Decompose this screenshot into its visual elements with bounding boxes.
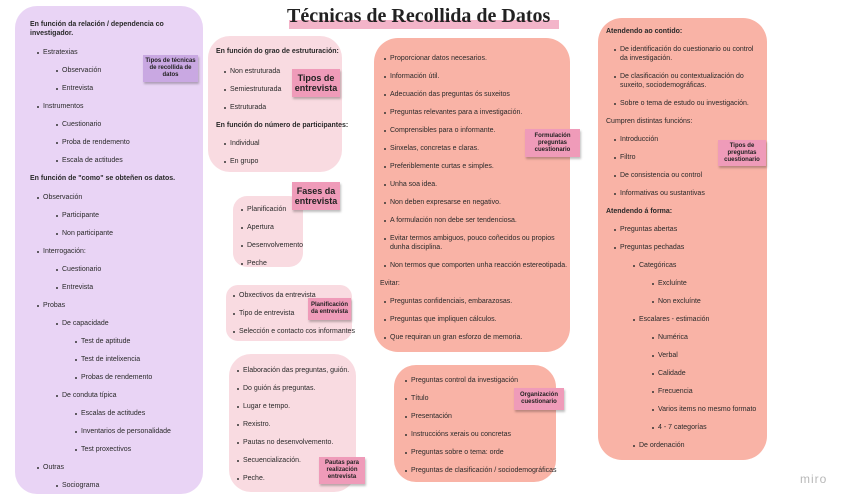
- tipos-entrevista-note[interactable]: Tipos de entrevista: [292, 69, 340, 97]
- bullet: [405, 398, 407, 400]
- bullet: [652, 283, 654, 285]
- formulacion-item: Preguntas relevantes para a investigación.: [390, 109, 523, 116]
- non-participante-item: Non participante: [62, 230, 113, 237]
- miro-watermark: miro: [800, 472, 828, 486]
- excluinte-item: Excluínte: [658, 280, 687, 287]
- bullet: [56, 269, 58, 271]
- fase-item: Apertura: [247, 224, 274, 231]
- bullet: [652, 355, 654, 357]
- bullet: [384, 238, 386, 240]
- escalares-item: Escalares - estimación: [639, 316, 710, 323]
- bullet: [652, 409, 654, 411]
- bullet: [237, 370, 239, 372]
- bullet: [384, 112, 386, 114]
- planificacion-item: Obxectivos da entrevista: [239, 292, 316, 299]
- ordenacion-item: De ordenación: [639, 442, 685, 449]
- evitar-item: Preguntas que impliquen cálculos.: [390, 316, 497, 323]
- formulacion-item: Comprensibles para o informante.: [390, 127, 496, 134]
- test-intelixencia-item: Test de intelixencia: [81, 356, 141, 363]
- bullet: [224, 71, 226, 73]
- observacion-item: Observación: [62, 67, 102, 74]
- estratexias-item: Estratexias: [43, 49, 78, 56]
- conduta-tipica-item: De conduta típica: [62, 392, 117, 399]
- escala-actitudes-item: Escala de actitudes: [62, 157, 123, 164]
- outras-item: Outras: [43, 464, 65, 471]
- bullet: [384, 130, 386, 132]
- planificacion-note[interactable]: Planificación da entrevista: [308, 298, 351, 320]
- bullet: [405, 452, 407, 454]
- bullet: [384, 184, 386, 186]
- bullet: [633, 265, 635, 267]
- tipos-entrevista-panel[interactable]: [208, 36, 342, 172]
- organizacion-item: Instruccións xerais ou concretas: [411, 431, 511, 438]
- bullet: [237, 478, 239, 480]
- bullet: [384, 220, 386, 222]
- organizacion-item: Preguntas de clasificación / sociodemográficas: [411, 467, 557, 474]
- categorias-item: 4 - 7 categorías: [658, 424, 707, 431]
- entrevista-participantes-item: En grupo: [230, 158, 259, 165]
- bullet: [224, 143, 226, 145]
- funcion-item: Filtro: [620, 154, 636, 161]
- bullet: [652, 301, 654, 303]
- contido-heading: Atendendo ao contido:: [606, 28, 683, 35]
- numerica-item: Numérica: [658, 334, 688, 341]
- bullet: [56, 142, 58, 144]
- organizacion-item: Título: [411, 395, 429, 402]
- formulacion-item: Evitar termos ambiguos, pouco coñecidos ou propios dunha disciplina.: [390, 235, 555, 251]
- participante-item: Participante: [62, 212, 99, 219]
- bullet: [614, 193, 616, 195]
- fases-entrevista-note[interactable]: Fases da entrevista: [292, 182, 340, 210]
- pauta-item: Elaboración das preguntas, guión.: [243, 367, 350, 374]
- varios-items-item: Varios items no mesmo formato: [658, 406, 757, 413]
- bullet: [56, 88, 58, 90]
- bullet: [56, 124, 58, 126]
- bullet: [237, 388, 239, 390]
- funcions-heading: Cumpren distintas funcións:: [606, 118, 693, 125]
- entrevista-estruturacion-item: Estruturada: [230, 104, 267, 111]
- como-heading: En función de "como" se obteñen os datos.: [30, 175, 176, 182]
- abertas-item: Preguntas abertas: [620, 226, 678, 233]
- interrogacion-item: Interrogación:: [43, 248, 86, 255]
- organizacion-item: Preguntas sobre o tema: orde: [411, 449, 504, 456]
- capacidade-item: De capacidade: [62, 320, 109, 327]
- bullet: [405, 470, 407, 472]
- bullet: [614, 49, 616, 51]
- bullet: [237, 406, 239, 408]
- planificacion-item: Selección e contacto cos informantes: [239, 328, 355, 335]
- bullet: [56, 233, 58, 235]
- non-excluinte-item: Non excluínte: [658, 298, 701, 305]
- bullet: [614, 139, 616, 141]
- bullet: [384, 58, 386, 60]
- funcion-item: Introducción: [620, 136, 659, 143]
- pauta-item: Secuencialización.: [243, 457, 301, 464]
- funcion-item: Informativas ou sustantivas: [620, 190, 705, 197]
- bullet: [384, 94, 386, 96]
- bullet: [652, 373, 654, 375]
- bullet: [75, 341, 77, 343]
- entrevista-estruturacion-item: Semiestruturada: [230, 86, 282, 93]
- tipos-preguntas-note[interactable]: Tipos de preguntas cuestionario: [718, 140, 766, 166]
- bullet: [224, 89, 226, 91]
- formulacion-item: Non deben expresarse en negativo.: [390, 199, 501, 206]
- evitar-item: Que requiran un gran esforzo de memoria.: [390, 334, 523, 341]
- forma-heading: Atendendo á forma:: [606, 208, 673, 215]
- escalas-actitudes-item: Escalas de actitudes: [81, 410, 146, 417]
- pauta-item: Pautas no desenvolvemento.: [243, 439, 334, 446]
- inventarios-item: Inventarios de personalidade: [81, 428, 171, 435]
- relacion-heading: En función da relación / dependencia co investigador.: [30, 21, 164, 37]
- bullet: [237, 442, 239, 444]
- bullet: [56, 485, 58, 487]
- formulacion-item: Proporcionar datos necesarios.: [390, 55, 487, 62]
- formulacion-item: Información útil.: [390, 73, 440, 80]
- formulacion-item: Sinxelas, concretas e claras.: [390, 145, 480, 152]
- formulacion-item: Adecuación das preguntas ós suxeitos: [390, 91, 510, 98]
- formulacion-item: Preferiblemente curtas e simples.: [390, 163, 494, 170]
- frecuencia-item: Frecuencia: [658, 388, 693, 395]
- bullet: [56, 395, 58, 397]
- entrevista-participantes-item: Individual: [230, 140, 260, 147]
- pauta-item: Lugar e tempo.: [243, 403, 291, 410]
- bullet: [652, 391, 654, 393]
- probas-item: Probas: [43, 302, 66, 309]
- evitar-heading: Evitar:: [380, 280, 400, 287]
- bullet: [384, 301, 386, 303]
- bullet: [56, 287, 58, 289]
- bullet: [384, 76, 386, 78]
- contido-item: Sobre o tema de estudo ou investigación.: [620, 100, 749, 107]
- bullet: [614, 76, 616, 78]
- bullet: [614, 175, 616, 177]
- bullet: [56, 215, 58, 217]
- bullet: [633, 445, 635, 447]
- formulacion-item: Unha soa idea.: [390, 181, 438, 188]
- bullet: [614, 103, 616, 105]
- sociograma-item: Sociograma: [62, 482, 100, 489]
- evitar-item: Preguntas confidenciais, embarazosas.: [390, 298, 513, 305]
- bullet: [384, 265, 386, 267]
- bullet: [237, 424, 239, 426]
- pauta-item: Do guión ás preguntas.: [243, 385, 316, 392]
- bullet: [75, 413, 77, 415]
- bullet: [224, 161, 226, 163]
- bullet: [652, 427, 654, 429]
- bullet: [56, 160, 58, 162]
- bullet: [405, 380, 407, 382]
- bullet: [241, 245, 243, 247]
- bullet: [384, 202, 386, 204]
- bullet: [652, 337, 654, 339]
- page-title: Técnicas de Recollida de Datos: [287, 5, 551, 27]
- formulacion-note[interactable]: Formulación preguntas cuestionario: [525, 129, 580, 157]
- bullet: [614, 247, 616, 249]
- organizacion-note[interactable]: Organización cuestionario: [514, 388, 564, 410]
- organizacion-item: Presentación: [411, 413, 452, 420]
- fase-item: Peche: [247, 260, 267, 267]
- estruturacion-heading: En función do grao de estruturación:: [216, 48, 339, 55]
- bullet: [384, 319, 386, 321]
- pechadas-item: Preguntas pechadas: [620, 244, 685, 251]
- bullet: [75, 431, 77, 433]
- bullet: [241, 263, 243, 265]
- bullet: [37, 251, 39, 253]
- bullet: [37, 305, 39, 307]
- fase-item: Planificación: [247, 206, 287, 213]
- bullet: [233, 313, 235, 315]
- proba-rendemento-item: Proba de rendemento: [62, 139, 130, 146]
- bullet: [37, 106, 39, 108]
- fase-item: Desenvolvemento: [247, 242, 304, 249]
- bullet: [237, 460, 239, 462]
- bullet: [241, 227, 243, 229]
- entrevista-estruturacion-item: Non estruturada: [230, 68, 281, 75]
- test-proxectivos-item: Test proxectivos: [81, 446, 132, 453]
- contido-item: De clasificación ou contextualización do suxeito, sociodemográficas.: [620, 73, 744, 89]
- bullet: [37, 467, 39, 469]
- instrumentos-item: Instrumentos: [43, 103, 84, 110]
- bullet: [384, 148, 386, 150]
- planificacion-item: Tipo de entrevista: [239, 310, 295, 317]
- probas-rendemento2-item: Probas de rendemento: [81, 374, 153, 381]
- categoricas-item: Categóricas: [639, 262, 677, 269]
- cuestionario-item: Cuestionario: [62, 121, 102, 128]
- bullet: [233, 331, 235, 333]
- bullet: [405, 434, 407, 436]
- pautas-note[interactable]: Pautas para realización entrevista: [319, 457, 365, 484]
- bullet: [37, 52, 39, 54]
- formulacion-item: Non termos que comporten unha reacción estereotipada.: [390, 262, 568, 269]
- test-aptitude-item: Test de aptitude: [81, 338, 131, 345]
- bullet: [75, 377, 77, 379]
- bullet: [405, 416, 407, 418]
- bullet: [233, 295, 235, 297]
- bullet: [75, 449, 77, 451]
- bullet: [241, 209, 243, 211]
- bullet: [384, 337, 386, 339]
- entrevista-item: Entrevista: [62, 85, 94, 92]
- observacion2-item: Observación: [43, 194, 83, 201]
- bullet: [37, 197, 39, 199]
- entrevista2-item: Entrevista: [62, 284, 94, 291]
- verbal-item: Verbal: [658, 352, 678, 359]
- pauta-item: Peche.: [243, 475, 265, 482]
- bullet: [384, 166, 386, 168]
- funcion-item: De consistencia ou control: [620, 172, 703, 179]
- bullet: [614, 229, 616, 231]
- tipos-tecnicas-note[interactable]: Tipos de técnicas de recollida de datos: [143, 55, 198, 82]
- bullet: [56, 323, 58, 325]
- bullet: [224, 107, 226, 109]
- bullet: [75, 359, 77, 361]
- participantes-heading: En función do número de participantes:: [216, 122, 349, 129]
- bullet: [633, 319, 635, 321]
- bullet: [56, 70, 58, 72]
- organizacion-item: Preguntas control da investigación: [411, 377, 519, 384]
- formulacion-item: A formulación non debe ser tendenciosa.: [390, 217, 517, 224]
- calidade-item: Calidade: [658, 370, 686, 377]
- bullet: [614, 157, 616, 159]
- cuestionario2-item: Cuestionario: [62, 266, 102, 273]
- pauta-item: Rexistro.: [243, 421, 271, 428]
- contido-item: De identificación do cuestionario ou control da investigación.: [620, 46, 754, 62]
